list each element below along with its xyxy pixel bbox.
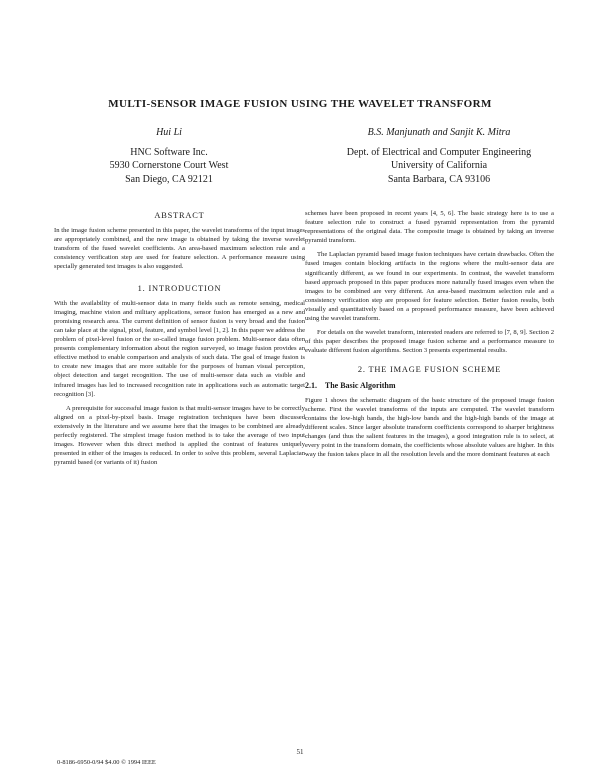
author-block-2: [314, 126, 564, 186]
introduction-heading: 1. INTRODUCTION: [137, 283, 222, 293]
affiliation-line: 5930 Cornerstone Court West: [109, 160, 229, 171]
subsection-heading: [305, 381, 554, 390]
abstract-heading: ABSTRACT: [154, 211, 205, 220]
author-affiliation: [314, 146, 564, 187]
subsection-title: The Basic Algorithm: [324, 380, 396, 390]
author-name: Hui Li: [156, 127, 182, 138]
affiliation-line: University of California: [390, 160, 488, 171]
page-number: 51: [296, 748, 304, 756]
author-affiliation: [74, 146, 264, 187]
body-paragraph: For details on the wavelet transform, interested readers are referred to [7, 8, 9]. Section 2 of this paper describes the proposed image fusion scheme and a performance measure to evaluate different fusion algorithms. Section 3 presents experimental results.: [305, 329, 554, 355]
copyright-notice: 0-8186-6950-0/94 $4.00 © 1994 IEEE: [57, 759, 156, 766]
author-block-1: [74, 126, 264, 186]
author-name: B.S. Manjunath and Sanjit K. Mitra: [367, 127, 511, 138]
section-heading: 2. THE IMAGE FUSION SCHEME: [357, 365, 502, 375]
left-column: [54, 207, 305, 472]
body-paragraph: schemes have been proposed in recent years [4, 5, 6]. The basic strategy here is to use a feature selection rule to construct a fused pyramid representation from the pyramid representations of the original data. The composite image is obtained by taking an inverse pyramid transform.: [305, 210, 554, 245]
affiliation-line: San Diego, CA 92121: [125, 173, 213, 185]
body-paragraph: Figure 1 shows the schematic diagram of the basic structure of the proposed image fusion scheme. First the wavelet transforms of the inputs are computed. The wavelet transform contains the low-high bands, the high-low bands and the high-high bands of the image at different scales. Since larger absolute transform coefficients correspond to sharper brightness changes (and thus the salient features in the images), a good integration rule is to select, at every point in the transform domain, the coefficients whose absolute values are higher. In this way the fusion takes place in all the resolution levels and the more dominant features at each: [305, 396, 554, 459]
body-paragraph: The Laplacian pyramid based image fusion techniques have certain drawbacks. Often the fused images contain blocking artifacts in the regions where the multi-sensor data are significantly different, as we found in our experiments. In contrast, the wavelet transform based approach proposed in this paper produces more naturally fused images even when the images to be combined are very different. An area-based maximum selection rule and a consistency verification step are proposed for feature selection. Better fusion results, both visually and quantitatively based on a proposed performance measure, have been achieved using the wavelet transform.: [305, 251, 554, 323]
affiliation-line: HNC Software Inc.: [130, 146, 208, 158]
subsection-number: 2.1.: [305, 380, 317, 390]
abstract-text: In the image fusion scheme presented in this paper, the wavelet transforms of the input images are appropriately combined, and the new image is obtained by taking the inverse wavelet transform of the fused wavelet coefficients. An area-based maximum selection rule and a consistency verification step are used for feature selection. A performance measure using specially generated test images is also suggested.: [54, 227, 305, 271]
right-column: [305, 209, 554, 464]
body-paragraph: With the availability of multi-sensor data in many fields such as remote sensing, medical imaging, machine vision and military applications, sensor fusion has emerged as a new and promising research area. The current definition of sensor fusion is very broad and the fusion can take place at the signal, pixel, feature, and symbol level [1, 2]. In this paper we address the problem of pixel-level fusion or the so-called image fusion problem. Multi-sensor data often presents complementary information about the region surveyed, so image fusion provides an effective method to enable comparison and analysis of such data. The goal of image fusion is to create new images that are more suitable for the purposes of human visual perception, object detection and target recognition. The use of multi-sensor data such as visible and infrared images has led to increased recognition rate in applications such as automatic target recognition [3].: [54, 299, 305, 398]
affiliation-line: Dept. of Electrical and Computer Engineering: [346, 146, 532, 158]
paper-title: MULTI-SENSOR IMAGE FUSION USING THE WAVELET TRANSFORM: [108, 98, 492, 110]
body-paragraph: A prerequisite for successful image fusion is that multi-sensor images have to be correctly aligned on a pixel-by-pixel basis. Image registration techniques have been discussed extensively in the literature and we assume here that the images to be combined are already perfectly registered. The simplest image fusion method is to take the average of two input images. However when this direct method is applied the contrast of features uniquely presented in either of the images is reduced. In order to solve this problem, several Laplacian pyramid based (or variants of it) fusion: [54, 404, 305, 467]
affiliation-line: Santa Barbara, CA 93106: [387, 173, 491, 185]
